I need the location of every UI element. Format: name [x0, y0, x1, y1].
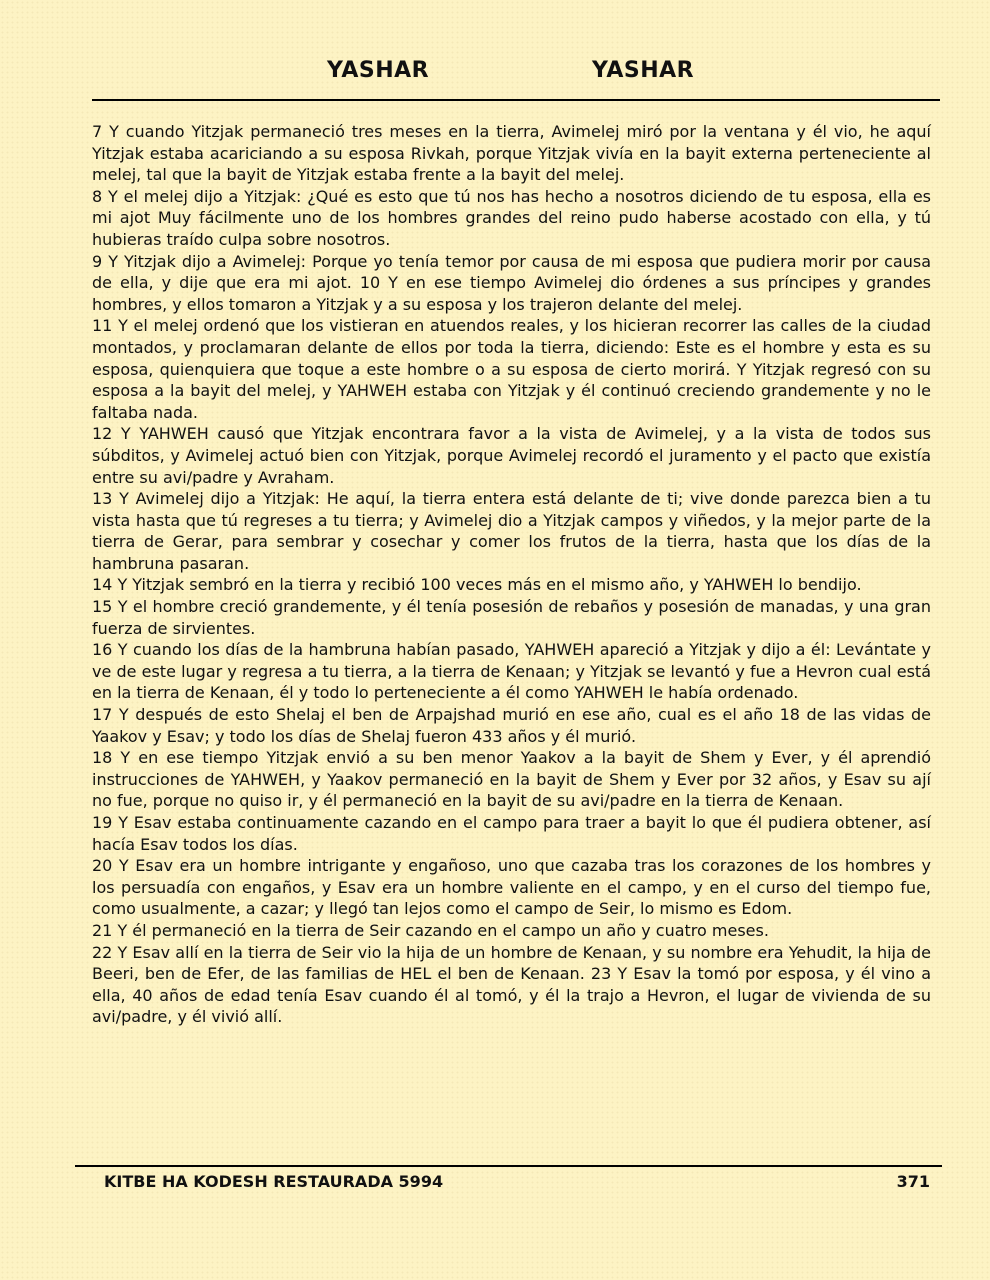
verse-paragraph: 21 Y él permaneció en la tierra de Seir cazando en el campo un año y cuatro meses. — [92, 920, 769, 940]
header-title-left: YASHAR — [327, 58, 430, 83]
header-divider — [92, 99, 940, 101]
verse-paragraph: 19 Y Esav estaba continuamente cazando en el campo para traer a bayit lo que él pudiera obtener, así hacía Esav todos los días. — [92, 813, 931, 854]
page-header — [92, 58, 940, 94]
page-body — [92, 121, 931, 1028]
verse-paragraph: 12 Y YAHWEH causó que Yitzjak encontrara favor a la vista de Avimelej, y a la vista de todos sus súbditos, y Avimelej actuó bien con Yitzjak, porque Avimelej recordó el juramento y el pacto que existía entre su avi/padre y Avraham. — [92, 424, 931, 487]
verse-paragraph: 16 Y cuando los días de la hambruna habían pasado, YAHWEH apareció a Yitzjak y dijo a él: Levántate y ve de este lugar y regresa a tu tierra, a la tierra de Kenaan; y Yitzjak se levantó y fue a Hevron cual está en la tierra de Kenaan, él y todo lo perteneciente a él como YAHWEH le había ordenado. — [92, 640, 931, 703]
verse-paragraph: 9 Y Yitzjak dijo a Avimelej: Porque yo tenía temor por causa de mi esposa que pudiera morir por causa de ella, y dije que era mi ajot. 10 Y en ese tiempo Avimelej dio órdenes a sus príncipes y grandes hombres, y ellos tomaron a Yitzjak y a su esposa y los trajeron delante del melej. — [92, 251, 931, 314]
verse-paragraph: 22 Y Esav allí en la tierra de Seir vio la hija de un hombre de Kenaan, y su nombre era Yehudit, la hija de Beeri, ben de Efer, de las familias de HEL el ben de Kenaan. 23 Y Esav la tomó por esposa, y él vino a ella, 40 años de edad tenía Esav cuando él al tomó, y él la trajo a Hevron, el lugar de vivienda de su avi/padre, y él vivió allí. — [92, 942, 931, 1027]
verse-paragraph: 18 Y en ese tiempo Yitzjak envió a su ben menor Yaakov a la bayit de Shem y Ever, y él aprendió instrucciones de YAHWEH, y Yaakov permaneció en la bayit de Shem y Ever por 32 años, y Esav su ají no fue, porque no quiso ir, y él permaneció en la bayit de su avi/padre en la tierra de Kenaan. — [92, 748, 931, 811]
page-number: 371 — [896, 1172, 930, 1191]
verse-paragraph: 13 Y Avimelej dijo a Yitzjak: He aquí, la tierra entera está delante de ti; vive donde parezca bien a tu vista hasta que tú regreses a tu tierra; y Avimelej dio a Yitzjak campos y viñedos, y la mejor parte de la tierra de Gerar, para sembrar y cosechar y comer los frutos de la tierra, hasta que los días de la hambruna pasaran. — [92, 489, 931, 573]
verse-paragraph: 17 Y después de esto Shelaj el ben de Arpajshad murió en ese año, cual es el año 18 de las vidas de Yaakov y Esav; y todo los días de Shelaj fueron 433 años y él murió. — [92, 705, 931, 746]
verse-paragraph: 20 Y Esav era un hombre intrigante y engañoso, uno que cazaba tras los corazones de los hombres y los persuadía con engaños, y Esav era un hombre valiente en el campo, y en el curso del tiempo fue, como usualmente, a cazar; y llegó tan lejos como el campo de Seir, lo mismo es Edom. — [92, 856, 931, 919]
verse-paragraph: 7 Y cuando Yitzjak permaneció tres meses en la tierra, Avimelej miró por la ventana y él vio, he aquí Yitzjak estaba acariciando a su esposa Rivkah, porque Yitzjak vivía en la bayit externa perteneciente al melej, tal que la bayit de Yitzjak estaba frente a la bayit del melej. — [92, 122, 931, 185]
verse-paragraph: 15 Y el hombre creció grandemente, y él tenía posesión de rebaños y posesión de manadas, y una gran fuerza de sirvientes. — [92, 597, 931, 638]
header-title-right: YASHAR — [592, 58, 695, 83]
verse-paragraph: 8 Y el melej dijo a Yitzjak: ¿Qué es esto que tú nos has hecho a nosotros diciendo de tu esposa, ella es mi ajot Muy fácilmente uno de los hombres grandes del reino pudo haberse acostado con ella, y tú hubieras traído culpa sobre nosotros. — [92, 186, 931, 249]
verse-paragraph: 14 Y Yitzjak sembró en la tierra y recibió 100 veces más en el mismo año, y YAHWEH lo bendijo. — [92, 575, 862, 595]
verse-paragraph: 11 Y el melej ordenó que los vistieran en atuendos reales, y los hicieran recorrer las calles de la ciudad montados, y proclamaran delante de ellos por toda la tierra, diciendo: Este es el hombre y esta es su esposa, quienquiera que toque a este hombre o a su esposa de cierto morirá. Y Yitzjak regresó con su esposa a la bayit del melej, y YAHWEH estaba con Yitzjak y él continuó creciendo grandemente y no le faltaba nada. — [92, 316, 931, 422]
footer-book-title: KITBE HA KODESH RESTAURADA 5994 — [104, 1172, 444, 1191]
footer-divider — [75, 1165, 942, 1167]
